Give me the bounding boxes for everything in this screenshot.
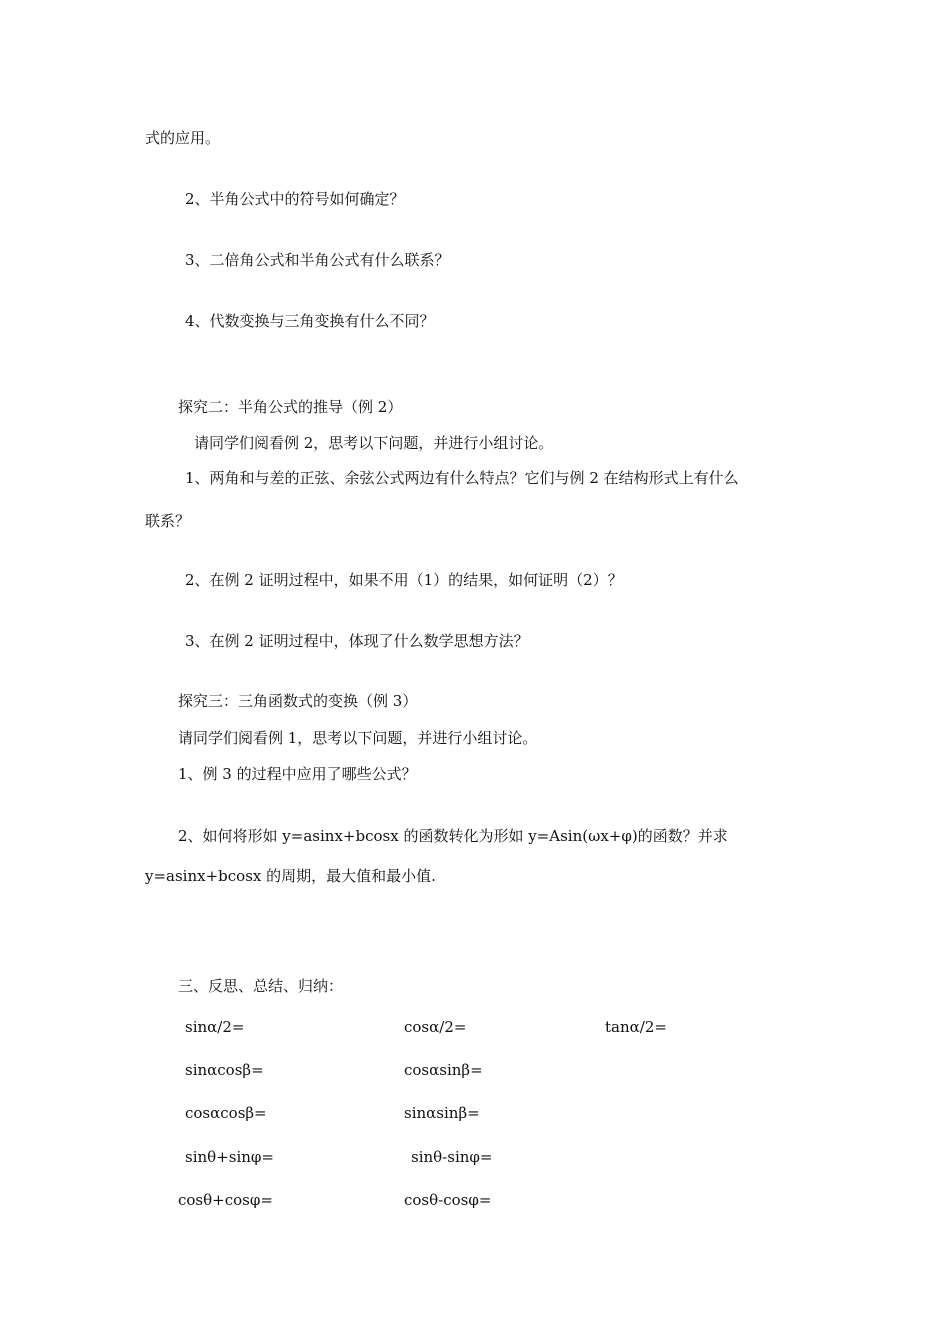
instruction-read-example-2: 请同学们阅看例 2，思考以下问题，并进行小组讨论。 <box>194 434 554 452</box>
formula-cos-theta-minus-cos-phi: cosθ-cosφ= <box>404 1191 492 1209</box>
formula-sin-theta-minus-sin-phi: sinθ-sinφ= <box>411 1148 493 1166</box>
section-heading-explore-3: 探究三：三角函数式的变换（例 3） <box>178 692 418 710</box>
question-4-algebra-vs-trig: 4、代数变换与三角变换有什么不同？ <box>185 312 435 330</box>
formula-sin-alpha-sin-beta: sinαsinβ= <box>404 1104 480 1122</box>
question-1-continuation: 联系？ <box>145 512 191 530</box>
section-heading-reflection-summary: 三、反思、总结、归纳： <box>178 977 344 995</box>
section-heading-explore-2: 探究二：半角公式的推导（例 2） <box>178 398 403 416</box>
text-line-continuation: 式的应用。 <box>145 129 221 147</box>
question-3-math-thinking: 3、在例 2 证明过程中，体现了什么数学思想方法？ <box>185 632 529 650</box>
question-1-formulas-used: 1、例 3 的过程中应用了哪些公式？ <box>178 765 417 783</box>
formula-cos-half-alpha: cosα/2= <box>404 1018 467 1036</box>
question-2-transform-function: 2、如何将形如 y=asinx+bcosx 的函数转化为形如 y=Asin(ωx+φ)的函数？并求 <box>178 827 728 845</box>
formula-sin-half-alpha: sinα/2= <box>185 1018 245 1036</box>
formula-cos-theta-plus-cos-phi: cosθ+cosφ= <box>178 1191 273 1209</box>
formula-tan-half-alpha: tanα/2= <box>605 1018 667 1036</box>
question-2-proof-alternative: 2、在例 2 证明过程中，如果不用（1）的结果，如何证明（2）？ <box>185 571 623 589</box>
question-1-sum-difference-formulas: 1、两角和与差的正弦、余弦公式两边有什么特点？它们与例 2 在结构形式上有什么 <box>185 469 739 487</box>
formula-sin-alpha-cos-beta: sinαcosβ= <box>185 1061 264 1079</box>
formula-cos-alpha-sin-beta: cosαsinβ= <box>404 1061 483 1079</box>
formula-sin-theta-plus-sin-phi: sinθ+sinφ= <box>185 1148 274 1166</box>
question-2-continuation: y=asinx+bcosx 的周期，最大值和最小值. <box>145 867 436 885</box>
question-3-double-half-relation: 3、二倍角公式和半角公式有什么联系？ <box>185 251 450 269</box>
instruction-read-example-1: 请同学们阅看例 1，思考以下问题，并进行小组讨论。 <box>178 729 538 747</box>
formula-cos-alpha-cos-beta: cosαcosβ= <box>185 1104 267 1122</box>
question-2-half-angle-sign: 2、半角公式中的符号如何确定？ <box>185 190 405 208</box>
